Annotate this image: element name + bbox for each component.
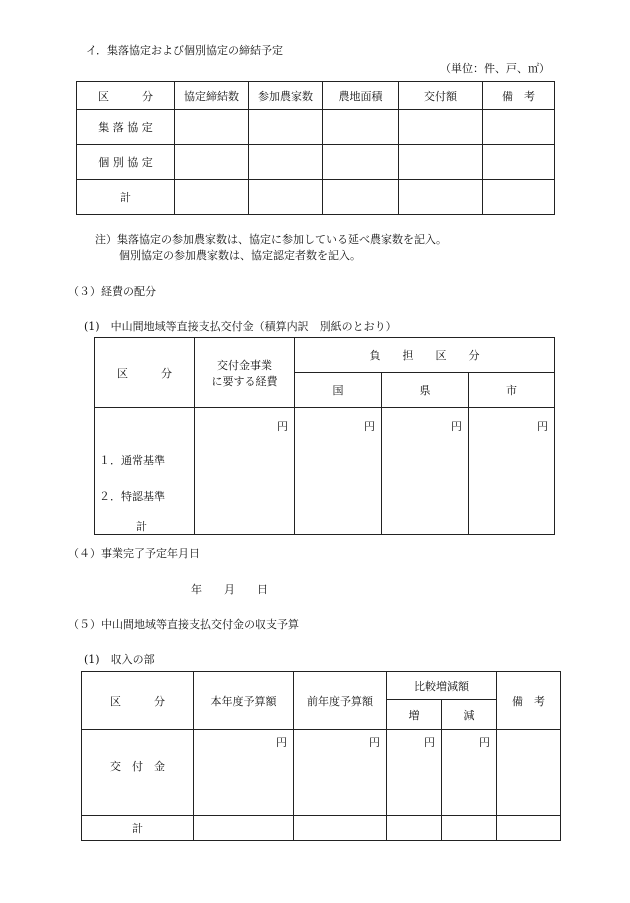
table-cell[interactable] (249, 180, 323, 215)
unit-label: （単位：件、戸、㎡） (440, 62, 550, 75)
note-line-1: 注）集落協定の参加農家数は、協定に参加している延べ農家数を記入。 (95, 233, 447, 246)
section-3-sub1: (1) 中山間地域等直接支払交付金（積算内訳 別紙のとおり） (84, 320, 397, 333)
cost-cell[interactable]: 円 (195, 408, 295, 535)
decrease-cell[interactable]: 円 (442, 730, 497, 816)
section-4-title: （４）事業完了予定年月日 (68, 547, 200, 560)
remarks-cell[interactable] (497, 730, 561, 816)
section-5-title: （５）中山間地域等直接支払交付金の収支予算 (68, 618, 299, 631)
row-label-grant: 交 付 金 (82, 730, 194, 816)
table-cell[interactable] (483, 110, 555, 145)
table-cell[interactable] (399, 110, 483, 145)
section-i-title: イ．集落協定および個別協定の締結予定 (86, 44, 284, 57)
row-label-village-agreement: 集 落 協 定 (77, 110, 175, 145)
header-kuni: 国 (295, 373, 382, 408)
header-project-cost-line2: に要する経費 (211, 374, 278, 388)
header-burden: 負 担 区 分 (295, 338, 555, 373)
kuni-cell[interactable]: 円 (295, 408, 382, 535)
table-cell[interactable] (387, 816, 442, 841)
note-line-2: 個別協定の参加農家数は、協定認定者数を記入。 (119, 249, 361, 262)
table-cell[interactable] (497, 816, 561, 841)
table-cell[interactable] (323, 110, 399, 145)
table-cell[interactable] (323, 180, 399, 215)
table-cell[interactable] (175, 145, 249, 180)
income-table (81, 671, 561, 841)
header-farmland-area: 農地面積 (323, 82, 399, 110)
item-total: 計 (136, 520, 147, 533)
table-cell[interactable] (175, 110, 249, 145)
expense-table (94, 337, 555, 535)
expense-items (95, 408, 195, 535)
header-kubun: 区 分 (82, 672, 194, 730)
header-current-budget: 本年度予算額 (194, 672, 294, 730)
table-cell[interactable] (399, 180, 483, 215)
table-cell[interactable] (323, 145, 399, 180)
ken-cell[interactable]: 円 (382, 408, 469, 535)
header-project-cost-line1: 交付金事業 (217, 358, 272, 372)
table-cell[interactable] (442, 816, 497, 841)
header-ken: 県 (382, 373, 469, 408)
header-decrease: 減 (442, 700, 497, 730)
section-3-title: （３）経費の配分 (68, 285, 156, 298)
agreement-table (76, 81, 555, 215)
header-agreement-count: 協定締結数 (175, 82, 249, 110)
current-cell[interactable]: 円 (194, 730, 294, 816)
header-increase: 増 (387, 700, 442, 730)
table-cell[interactable] (249, 145, 323, 180)
table-cell[interactable] (483, 180, 555, 215)
row-label-individual-agreement: 個 別 協 定 (77, 145, 175, 180)
header-grant-amount: 交付額 (399, 82, 483, 110)
header-kubun: 区 分 (77, 82, 175, 110)
header-farmer-count: 参加農家数 (249, 82, 323, 110)
header-shi: 市 (469, 373, 555, 408)
table-cell[interactable] (249, 110, 323, 145)
table-cell[interactable] (399, 145, 483, 180)
header-project-cost (195, 338, 295, 408)
section-5-sub1: (1) 収入の部 (84, 653, 155, 666)
table-cell[interactable] (294, 816, 387, 841)
header-comparison: 比較増減額 (387, 672, 497, 700)
increase-cell[interactable]: 円 (387, 730, 442, 816)
previous-cell[interactable]: 円 (294, 730, 387, 816)
table-cell[interactable] (483, 145, 555, 180)
shi-cell[interactable]: 円 (469, 408, 555, 535)
row-label-total: 計 (82, 816, 194, 841)
row-label-total: 計 (77, 180, 175, 215)
table-cell[interactable] (175, 180, 249, 215)
completion-date: 年 月 日 (191, 583, 268, 596)
item-normal-standard: １．通常基準 (99, 454, 165, 467)
header-previous-budget: 前年度予算額 (294, 672, 387, 730)
item-special-standard: ２．特認基準 (99, 490, 165, 503)
header-kubun: 区 分 (95, 338, 195, 408)
table-cell[interactable] (194, 816, 294, 841)
header-remarks: 備 考 (497, 672, 561, 730)
header-remarks: 備 考 (483, 82, 555, 110)
